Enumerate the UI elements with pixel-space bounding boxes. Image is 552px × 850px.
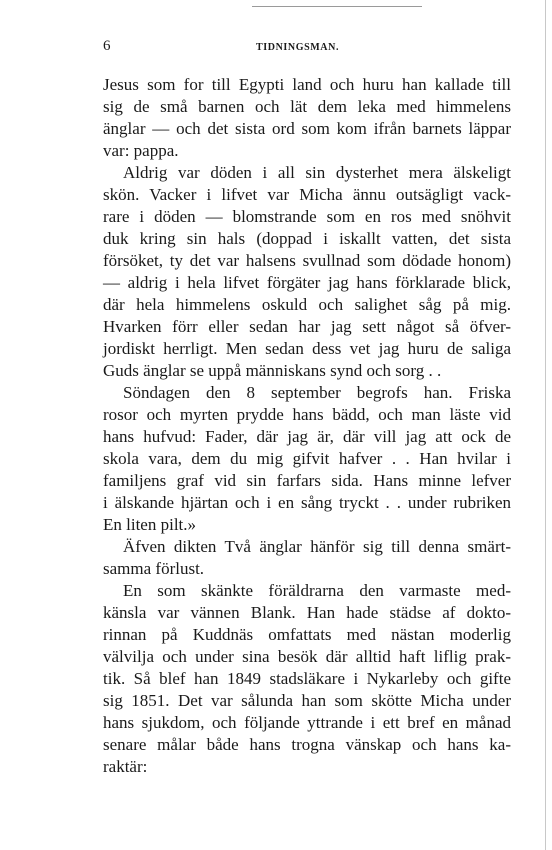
text-line: sig 1851. Det var sålunda han som skötte Micha under bbox=[103, 691, 511, 710]
running-head: TIDNINGSMAN. bbox=[256, 42, 340, 53]
text-line: jordiskt herrligt. Men sedan dess vet jag huru de saliga bbox=[103, 339, 511, 358]
text-line: rinnan på Kuddnäs omfattats med nästan moderlig bbox=[103, 625, 511, 644]
page-edge-line bbox=[545, 0, 546, 850]
text-line: — aldrig i hela lifvet förgäter jag hans förklarade blick, bbox=[103, 273, 511, 292]
text-line: duk kring sin hals (doppad i iskallt vatten, det sista bbox=[103, 229, 511, 248]
top-rule bbox=[252, 6, 422, 7]
text-line: En som skänkte föräldrarna den varmaste med- bbox=[123, 581, 511, 600]
text-line: raktär: bbox=[103, 757, 148, 776]
text-line: rare i döden — blomstrande som en ros med snöhvit bbox=[103, 207, 511, 226]
text-line: skola vara, dem du mig gifvit hafver . . Han hvilar i bbox=[103, 449, 511, 468]
text-line: Äfven dikten Två änglar hänför sig till denna smärt- bbox=[123, 537, 511, 556]
text-line: hans sjukdom, och följande yttrande i ett bref en månad bbox=[103, 713, 511, 732]
text-line: senare målar både hans trogna vänskap och hans ka- bbox=[103, 735, 511, 754]
text-line: där hela himmelens oskuld och salighet såg på mig. bbox=[103, 295, 511, 314]
text-line: En liten pilt.» bbox=[103, 515, 197, 534]
text-line: försöket, ty det var halsens svullnad som dödade honom) bbox=[103, 251, 511, 270]
text-line: familjens graf vid sin farfars sida. Hans minne lefver bbox=[103, 471, 511, 490]
body-text bbox=[103, 74, 511, 778]
text-line: änglar — och det sista ord som kom ifrån barnets läppar bbox=[103, 119, 511, 138]
text-line: Hvarken förr eller sedan har jag sett något så öfver- bbox=[103, 317, 511, 336]
text-line: var: pappa. bbox=[103, 141, 179, 160]
text-line: tik. Så blef han 1849 stadsläkare i Nykarleby och gifte bbox=[103, 669, 511, 688]
text-line: i älskande hjärtan och i en sång tryckt . . under rubriken bbox=[103, 493, 511, 512]
text-line: välvilja och under sina besök där alltid haft liflig prak- bbox=[103, 647, 511, 666]
text-line: rosor och myrten prydde hans bädd, och man läste vid bbox=[103, 405, 511, 424]
text-line: sig de små barnen och lät dem leka med himmelens bbox=[103, 97, 511, 116]
text-line: Aldrig var döden i all sin dysterhet mera älskeligt bbox=[123, 163, 511, 182]
page-number: 6 bbox=[103, 38, 111, 54]
text-line: samma förlust. bbox=[103, 559, 205, 578]
text-line: skön. Vacker i lifvet var Micha ännu outsägligt vack- bbox=[103, 185, 511, 204]
text-line: känsla var vännen Blank. Han hade städse af dokto- bbox=[103, 603, 511, 622]
text-line: Guds änglar se uppå människans synd och sorg . . bbox=[103, 361, 442, 380]
text-line: Söndagen den 8 september begrofs han. Friska bbox=[123, 383, 511, 402]
text-line: Jesus som for till Egypti land och huru han kallade till bbox=[103, 75, 511, 94]
text-line: hans hufvud: Fader, där jag är, där vill jag att ock de bbox=[103, 427, 511, 446]
